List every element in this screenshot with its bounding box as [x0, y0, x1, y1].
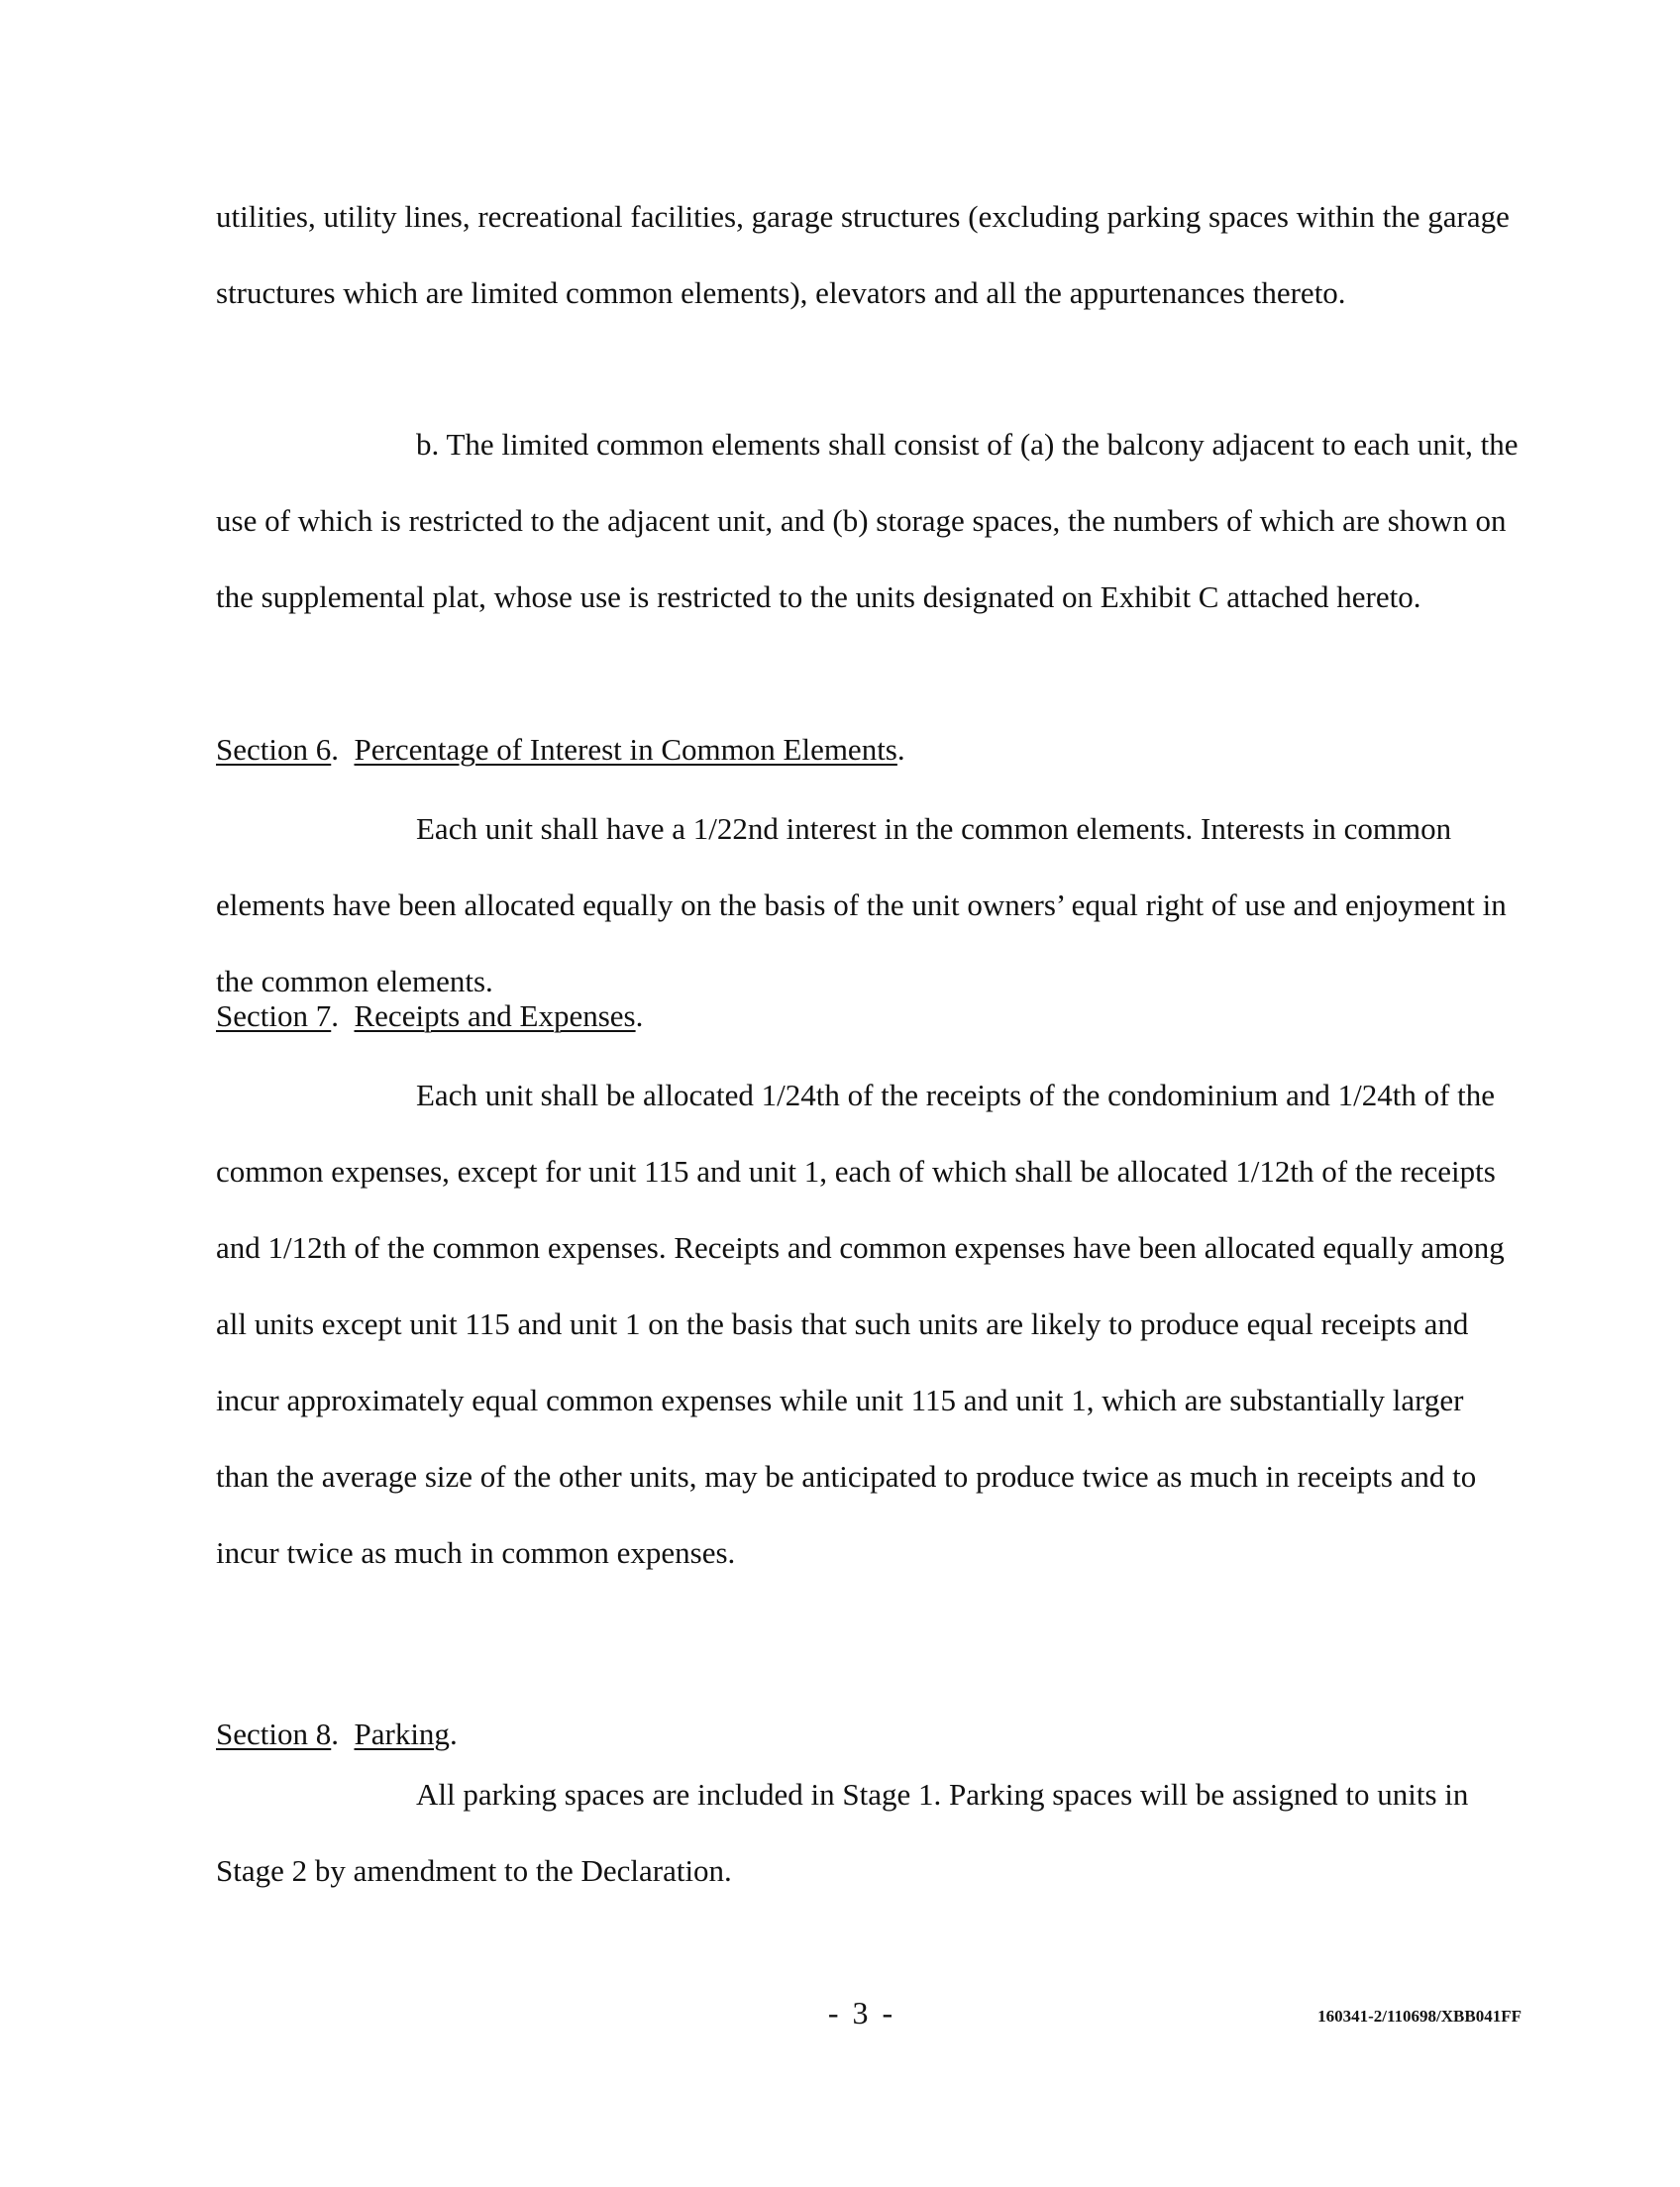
paragraph-percentage-interest [216, 790, 1523, 1019]
paragraph-text: Each unit shall be allocated 1/24th of the receipts of the condominium and 1/24th of the common expenses, except for unit 115 and unit 1, each of which shall be allocated 1/12th of the receipts and 1/12th of the common expenses. Receipts and common expenses have been allocated equally among all units except unit 115 and unit 1 on the basis that such units are likely to produce equal receipts and incur approximately equal common expenses while unit 115 and unit 1, which are substantially larger than the average size of the other units, may be anticipated to produce twice as much in receipts and to incur twice as much in common expenses. [216, 1078, 1505, 1570]
section-6-heading: Section 6. Percentage of Interest in Common Elements. [216, 732, 905, 767]
paragraph-parking [216, 1756, 1523, 1909]
paragraph-receipts-expenses [216, 1057, 1523, 1591]
paragraph-text: b. The limited common elements shall consist of (a) the balcony adjacent to each unit, the use of which is restricted to the adjacent unit, and (b) storage spaces, the numbers of which are shown on the supplemental plat, whose use is restricted to the units designated on Exhibit C attached hereto. [216, 427, 1519, 614]
section-title: Receipts and Expenses [354, 998, 636, 1033]
document-id: 160341-2/110698/XBB041FF [1317, 2007, 1522, 2026]
section-8-heading: Section 8. Parking. [216, 1717, 458, 1751]
paragraph-common-elements-continued: utilities, utility lines, recreational facilities, garage structures (excluding parking spaces within the garage structures which are limited common elements), elevators and all the appurtenances thereto. [216, 199, 1510, 310]
section-label: Section 7 [216, 998, 332, 1033]
paragraph-text: All parking spaces are included in Stage 1. Parking spaces will be assigned to units in Stage 2 by amendment to the Declaration. [216, 1777, 1469, 1888]
section-title: Percentage of Interest in Common Elements [354, 732, 897, 767]
paragraph-limited-common-elements [216, 406, 1523, 635]
paragraph-text: Each unit shall have a 1/22nd interest in the common elements. Interests in common elements have been allocated equally on the basis of the unit owners’ equal right of use and enjoyment in the common elements. [216, 811, 1507, 998]
page-number: - 3 - [827, 1995, 896, 2031]
section-7-heading: Section 7. Receipts and Expenses. [216, 998, 644, 1033]
section-label: Section 6 [216, 732, 332, 767]
section-label: Section 8 [216, 1717, 332, 1751]
section-title: Parking [354, 1717, 450, 1751]
